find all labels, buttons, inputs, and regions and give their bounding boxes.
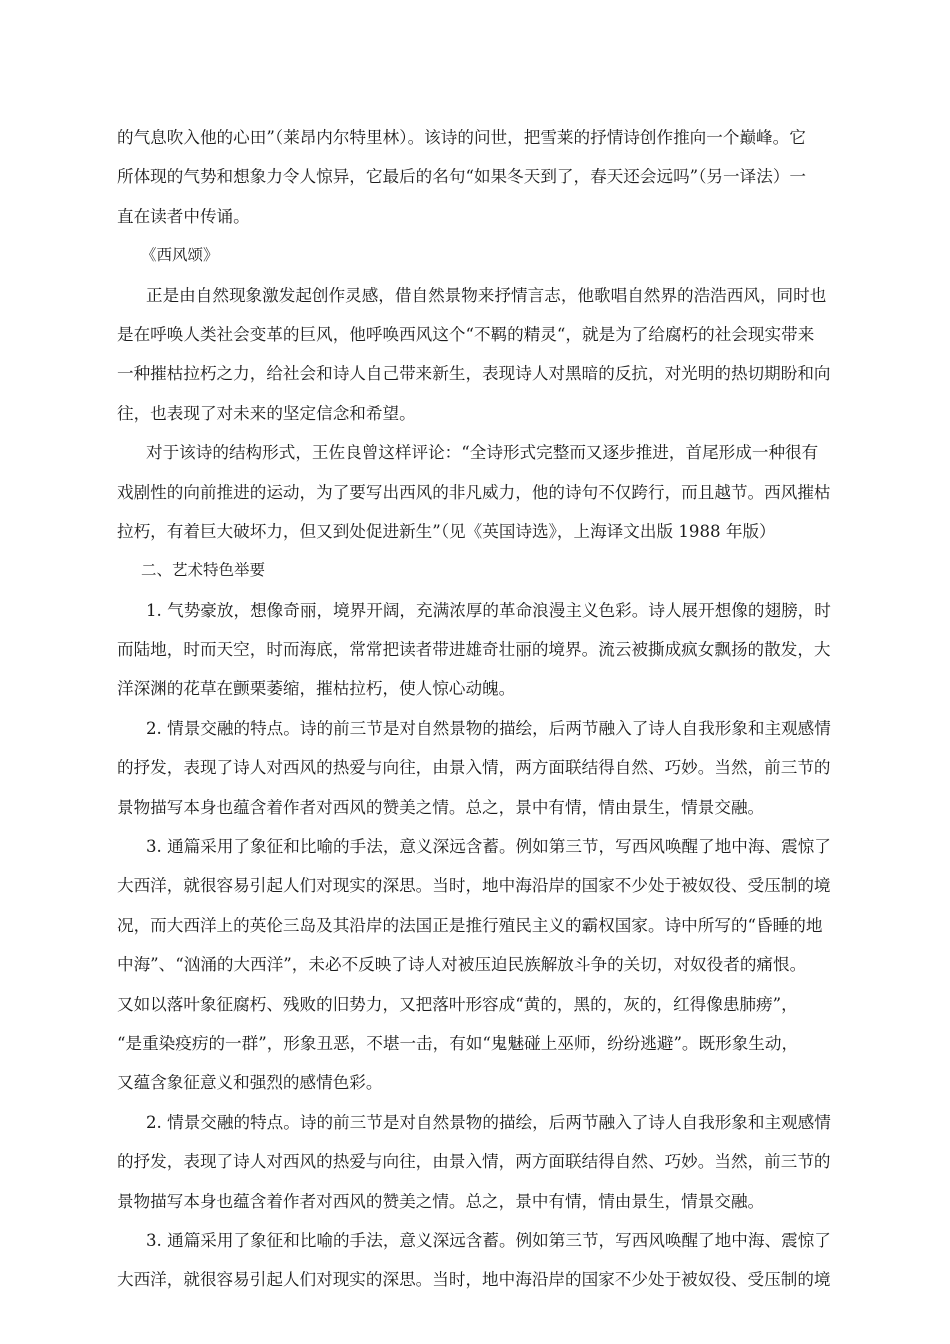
text-line: 一种摧枯拉朽之力，给社会和诗人自己带来新生，表现诗人对黑暗的反抗，对光明的热切期盼和向 (117, 364, 831, 384)
text-line: 中海”、“汹涌的大西洋”，未必不反映了诗人对被压迫民族解放斗争的关切，对奴役者的痛恨。 (117, 955, 807, 975)
text-line: 3. 通篇采用了象征和比喻的手法，意义深远含蓄。例如第三节，写西风唤醒了地中海、震惊了 (146, 837, 831, 857)
text-line: 2. 情景交融的特点。诗的前三节是对自然景物的描绘，后两节融入了诗人自我形象和主观感情 (146, 1112, 831, 1132)
text-line: 直在读者中传诵。 (117, 206, 250, 226)
text-line: 又蕴含象征意义和强烈的感情色彩。 (117, 1073, 383, 1093)
text-line: 的气息吹入他的心田”（莱昂内尔特里林）。该诗的问世，把雪莱的抒情诗创作推向一个巅峰。它 (117, 128, 806, 147)
text-line: 戏剧性的向前推进的运动，为了要写出西风的非凡威力，他的诗句不仅跨行，而且越节。西风摧枯 (117, 482, 831, 502)
text-line: 往，也表现了对未来的坚定信念和希望。 (117, 403, 416, 423)
text-line: 二、艺术特色举要 (141, 561, 266, 580)
text-line: 的抒发，表现了诗人对西风的热爱与向往，由景入情，两方面联结得自然、巧妙。当然，前三节的 (117, 1152, 831, 1172)
text-line: 而陆地，时而天空，时而海底，常常把读者带进雄奇壮丽的境界。流云被撕成疯女飘扬的散发，大 (117, 640, 831, 660)
text-line: 所体现的气势和想象力令人惊异，它最后的名句“如果冬天到了，春天还会远吗”（另一译法）一 (117, 167, 807, 187)
text-line: 1. 气势豪放，想像奇丽，境界开阔，充满浓厚的革命浪漫主义色彩。诗人展开想像的翅膀，时 (146, 600, 831, 620)
text-line: “是重染疫疠的一群”，形象丑恶，不堪一击，有如“鬼魅碰上巫师，纷纷逃避”。既形象生动， (117, 1033, 799, 1053)
text-line: 的抒发，表现了诗人对西风的热爱与向往，由景入情，两方面联结得自然、巧妙。当然，前三节的 (117, 758, 831, 778)
text-line: 洋深渊的花草在颤栗萎缩，摧枯拉朽，使人惊心动魄。 (117, 679, 516, 699)
text-line: 又如以落叶象征腐朽、残败的旧势力，又把落叶形容成“黄的，黑的，灰的，红得像患肺痨”， (117, 994, 798, 1014)
text-line: 2. 情景交融的特点。诗的前三节是对自然景物的描绘，后两节融入了诗人自我形象和主观感情 (146, 718, 831, 738)
text-line: 大西洋，就很容易引起人们对现实的深思。当时，地中海沿岸的国家不少处于被奴役、受压制的境 (117, 1270, 831, 1290)
text-line: 景物描写本身也蕴含着作者对西风的赞美之情。总之，景中有情，情由景生，情景交融。 (117, 797, 765, 817)
text-line: 景物描写本身也蕴含着作者对西风的赞美之情。总之，景中有情，情由景生，情景交融。 (117, 1191, 765, 1211)
text-line: 《西风颂》 (141, 246, 219, 265)
text-line: 大西洋，就很容易引起人们对现实的深思。当时，地中海沿岸的国家不少处于被奴役、受压制的境 (117, 876, 831, 896)
text-line: 拉朽，有着巨大破坏力，但又到处促进新生”（见《英国诗选》，上海译文出版 1988 年版） (117, 521, 776, 541)
text-line: 况，而大西洋上的英伦三岛及其沿岸的法国正是推行殖民主义的霸权国家。诗中所写的“昏睡的地 (117, 915, 823, 935)
text-line: 3. 通篇采用了象征和比喻的手法，意义深远含蓄。例如第三节，写西风唤醒了地中海、震惊了 (146, 1230, 831, 1250)
text-line: 对于该诗的结构形式，王佐良曾这样评论：“全诗形式完整而又逐步推进，首尾形成一种很有 (146, 443, 819, 463)
document-page (117, 118, 837, 1300)
document-body (117, 118, 837, 1300)
text-line: 正是由自然现象激发起创作灵感，借自然景物来抒情言志，他歌唱自然界的浩浩西风，同时也 (146, 285, 827, 305)
text-line: 是在呼唤人类社会变革的巨风，他呼唤西风这个“不羁的精灵“，就是为了给腐朽的社会现实带来 (117, 324, 815, 344)
